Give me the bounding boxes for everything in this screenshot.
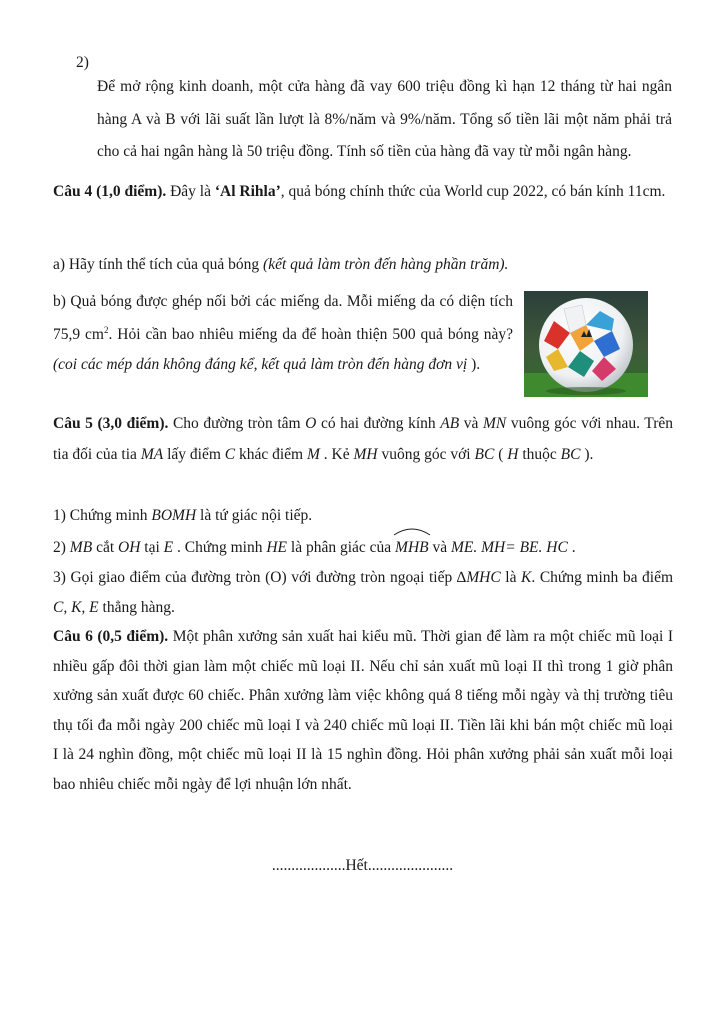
- q4-a-note: (kết quả làm tròn đến hàng phần trăm).: [263, 256, 509, 273]
- football-photo: [524, 291, 648, 397]
- arc-symbol-icon: [393, 526, 431, 536]
- q4-b-note: (coi các mép dán không đáng kể, kết quả làm tròn đến hàng đơn vị: [53, 355, 468, 373]
- q5-part-2: 2) MB cắt OH tại E . Chứng minh HE là phân giác của MHB và ME. MH= BE. HC .: [53, 533, 673, 563]
- q4-heading: Câu 4 (1,0 điểm).: [53, 183, 167, 200]
- q3-part2-text: Để mở rộng kinh doanh, một cửa hàng đã vay 600 triệu đồng kì hạn 12 tháng từ hai ngân hàng A và B với lãi suất lần lượt là 8%/năm và 9%/năm. Tổng số tiền lãi một năm phải trả cho cả hai ngân hàng là 50 triệu đồng. Tính số tiền của hàng đã vay từ mỗi ngân hàng.: [97, 78, 672, 160]
- q5-part-3: 3) Gọi giao điểm của đường tròn (O) với đường tròn ngoại tiếp ∆MHC là K. Chứng minh ba điểm C, K, E thẳng hàng.: [53, 569, 673, 616]
- q4-intro: Câu 4 (1,0 điểm). Đây là ‘Al Rihla’, quả bóng chính thức của World cup 2022, có bán kính 11cm.: [53, 183, 666, 200]
- q4-part-b: b) Quả bóng được ghép nối bởi các miếng da. Mỗi miếng da có diện tích 75,9 $cm^2$. Hỏi cần bao nhiêu miếng da để hoàn thiện 500 quả bóng này? (coi các mép dán không đáng kể, kết quả làm tròn đến hàng đơn vị ).: [53, 293, 514, 373]
- football-photo-icon: [524, 291, 648, 397]
- q4-part-a: a) Hãy tính thể tích của quả bóng (kết quả làm tròn đến hàng phần trăm).: [53, 256, 509, 273]
- end-marker: ...................Hết......................: [271, 857, 454, 874]
- q3-item-number: 2): [76, 54, 89, 71]
- q5-intro: Câu 5 (3,0 điểm). Cho đường tròn tâm O có hai đường kính AB và MN vuông góc với nhau. Trên tia đối của tia MA lấy điểm C khác điểm M . Kẻ MH vuông góc với BC ( H thuộc BC ).: [53, 415, 673, 463]
- q4-ball-name: ‘Al Rihla’: [214, 183, 281, 200]
- q6: [53, 622, 673, 799]
- q5-part-1: 1) Chứng minh BOMH là tứ giác nội tiếp.: [53, 507, 313, 524]
- angle-mhb: MHB: [395, 533, 429, 563]
- q6-text: Một phân xưởng sản xuất hai kiểu mũ. Thời gian để làm ra một chiếc mũ loại I nhiều gấp đôi thời gian làm một chiếc mũ loại II. Nếu chỉ sản xuất mũ loại II thì trong 1 giờ phân xưởng sản xuất được 60 chiếc. Phân xưởng làm việc không quá 8 tiếng mỗi ngày và thị trường tiêu thụ tối đa mỗi ngày 200 chiếc mũ loại I và 240 chiếc mũ loại II. Tiền lãi khi bán một chiếc mũ loại I là 24 nghìn đồng, một chiếc mũ loại II là 15 nghìn đồng. Hỏi phân xưởng phải sản xuất mỗi loại bao nhiêu chiếc mỗi ngày để lợi nhuận lớn nhất.: [53, 628, 674, 793]
- q6-heading: Câu 6 (0,5 điểm).: [53, 628, 169, 645]
- q3-part2: [97, 71, 672, 169]
- q5-heading: Câu 5 (3,0 điểm).: [53, 415, 169, 432]
